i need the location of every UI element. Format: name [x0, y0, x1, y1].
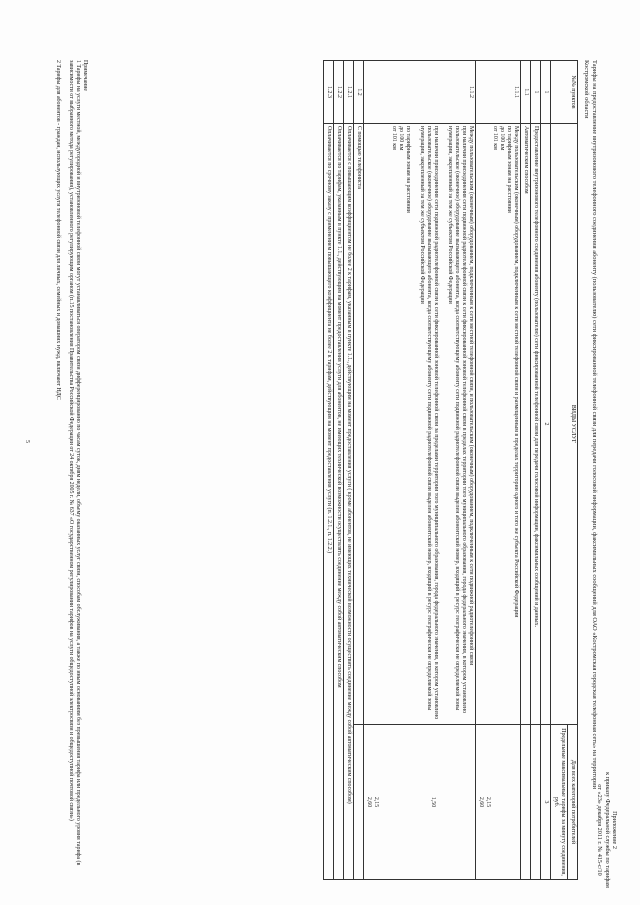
row-text-line: при наличии присоединения сети подвижной радиотелефонной связи к сети фиксированной зоновой телефонной связи за пределами территории того муниципального образования, города федерального значения, в котором установлено пользовательское (оконечное) оборудование вызывающего абонента, когда соответствующему абоненту сети подвижной радиотелефонной связи выделен абонентский номер, входящий в ресурс географически не определяемой зоны нумерации, закрепленный за тем же субъектом Российской Федерации — [419, 126, 439, 720]
page-number: 5 — [24, 440, 30, 443]
row-number: 1.2.1 — [344, 61, 354, 124]
table-row — [476, 61, 521, 880]
tariff-table — [323, 60, 578, 880]
header-max-tariff: Предельные максимальные тарифы за минуту соединения, руб. — [551, 725, 568, 880]
row-text-line: Между пользовательским (оконечным) оборудованием, подключенным к сети местной телефонной связи, и пользовательским (оконечным) оборудованием, подключенным к сети подвижной радиотелефонной связи — [468, 126, 474, 666]
appendix-line: от «23» декабря 2011 г. № 415-с/10 — [596, 784, 604, 876]
row-text-line: по тарифным зонам на расстоянии — [405, 126, 411, 213]
row-text: Оплачивается с повышающим коэффициентом не более 2 к тарифам, указанным в пункте 1.1., действующим на момент предоставления услуги ( кроме абонентов, не имеющих технической возможности осуществить соединение между собой автоматическим способом) — [344, 124, 354, 880]
row-text — [476, 124, 521, 725]
row-text-line: при наличии присоединения сети подвижной радиотелефонной связи к сети фиксированной зоновой телефонной связи в пределах территории того муниципального образования, города федерального значения, в котором установлено пользовательское (оконечное) оборудование вызывающего абонента, когда соответствующему абоненту сети подвижной радиотелефонной связи выделен абонентский номер, входящий в ресурс географически не определяемой зоны нумерации, закрепленный за тем же субъектом Российской Федерации — [447, 126, 467, 714]
note-item: 1 Тарифы на услуги местной, междугородной и внутризоновой телефонной связи могут устанавливаться оператором связи дифференцированно по часам суток, дням недели, объему оказанных услуг связи, способам обслуживания, а также по иным основаниям без превышения тарифа или предельного уровня тарифа (в зависимости от выбранного метода регулирования), установленного регулирующим органом (п.15 постановления Правительства Российской Федерации от 24 октября 2005 г. № 637 «О государственном регулировании тарифов на услуги общедоступной электросвязи и общедоступной почтовой связи») — [68, 60, 81, 866]
table-row — [531, 61, 541, 880]
notes-section — [54, 60, 88, 890]
row-text: Автоматическим способом — [521, 124, 531, 725]
index-cell: 1 — [541, 61, 551, 124]
row-number: 1.2 — [354, 61, 364, 124]
document-title: Тарифы на предоставление внутризонового телефонного соединения абоненту (пользователю) сети фиксированной телефонной связи для передачи голосовой информации, факсимильных сообщений для ОАО «Костромская городская телефонная сеть» на территории Костромской области — [583, 60, 598, 790]
tariff-value: 2,15 — [485, 796, 491, 808]
row-text — [364, 124, 476, 725]
table-row — [521, 61, 531, 880]
row-text: Предоставление внутризонового телефонного соединения абоненту (пользователю) сети фиксированной телефонной связи для передачи голосовой информации, факсимильных сообщений и данных. — [531, 124, 541, 725]
table-row — [334, 61, 344, 880]
row-text-line: до 100 км — [499, 126, 505, 151]
row-text-line: Между пользовательским (оконечным) оборудованием, подключенным к сети местной телефонной связи и размещенным в пределах территории одного и того же субъекта Российской Федерации — [513, 126, 519, 618]
row-number: 1.2.2 — [334, 61, 344, 124]
appendix-line: к приказу Федеральной службы по тарифам — [603, 772, 611, 888]
row-text-line: до 100 км — [398, 126, 404, 151]
tariff-value: 2,15 — [373, 796, 379, 808]
appendix-header — [596, 770, 618, 890]
header-item-number: №№ пунктов — [551, 61, 578, 124]
row-text-line: от 101 км — [492, 126, 498, 150]
row-value — [476, 725, 521, 880]
row-value — [521, 725, 531, 880]
index-cell: 2 — [541, 124, 551, 725]
row-number: 1.1.2 — [364, 61, 476, 124]
table-index-row — [541, 61, 551, 880]
row-value — [531, 725, 541, 880]
table-header-row — [568, 61, 578, 880]
table-row — [354, 61, 364, 880]
table-row — [324, 61, 334, 880]
header-all-categories: Для всех категорий потребителей — [568, 725, 578, 880]
row-text: Оплачивается по тарифам, указанным в пункте 1.1., действующим на момент предоставления услуги для абонентов, не имеющих технической возможности осуществлять соединение между собой автоматическим способом — [334, 124, 344, 880]
row-number: 1 — [531, 61, 541, 124]
row-number: 1.1.1 — [476, 61, 521, 124]
table-row — [344, 61, 354, 880]
tariff-value: 2,60 — [366, 796, 372, 808]
tariff-value: 1,50 — [430, 796, 436, 808]
index-cell: 3 — [541, 725, 551, 880]
notes-heading: Примечание — [82, 60, 88, 92]
table-row — [364, 61, 476, 880]
row-text: Оплачивается по срочному заказу с применением повышающего коэффициента не более 2 к тарифам, действующим на момент предоставления услуги (п. 1.2.1., п. 1.2.2.) — [324, 124, 334, 880]
tariff-value: 2,60 — [478, 796, 484, 808]
note-item: 2 Тарифы для абонентов - граждан, использующих услуги телефонной связи для личных, семейных и домашних нужд, включают НДС — [55, 60, 61, 400]
row-number: 1.1 — [521, 61, 531, 124]
row-value — [354, 725, 364, 880]
row-text: С помощью телефониста — [354, 124, 364, 725]
header-service-types: ВИДЫ УСЛУГ — [551, 124, 578, 725]
row-text-line: по тарифным зонам на расстоянии — [506, 126, 512, 213]
row-number: 1.2.3 — [324, 61, 334, 124]
row-text-line: от 101 км — [391, 126, 397, 150]
row-value — [364, 725, 476, 880]
appendix-line: Приложение 2 — [611, 811, 618, 849]
